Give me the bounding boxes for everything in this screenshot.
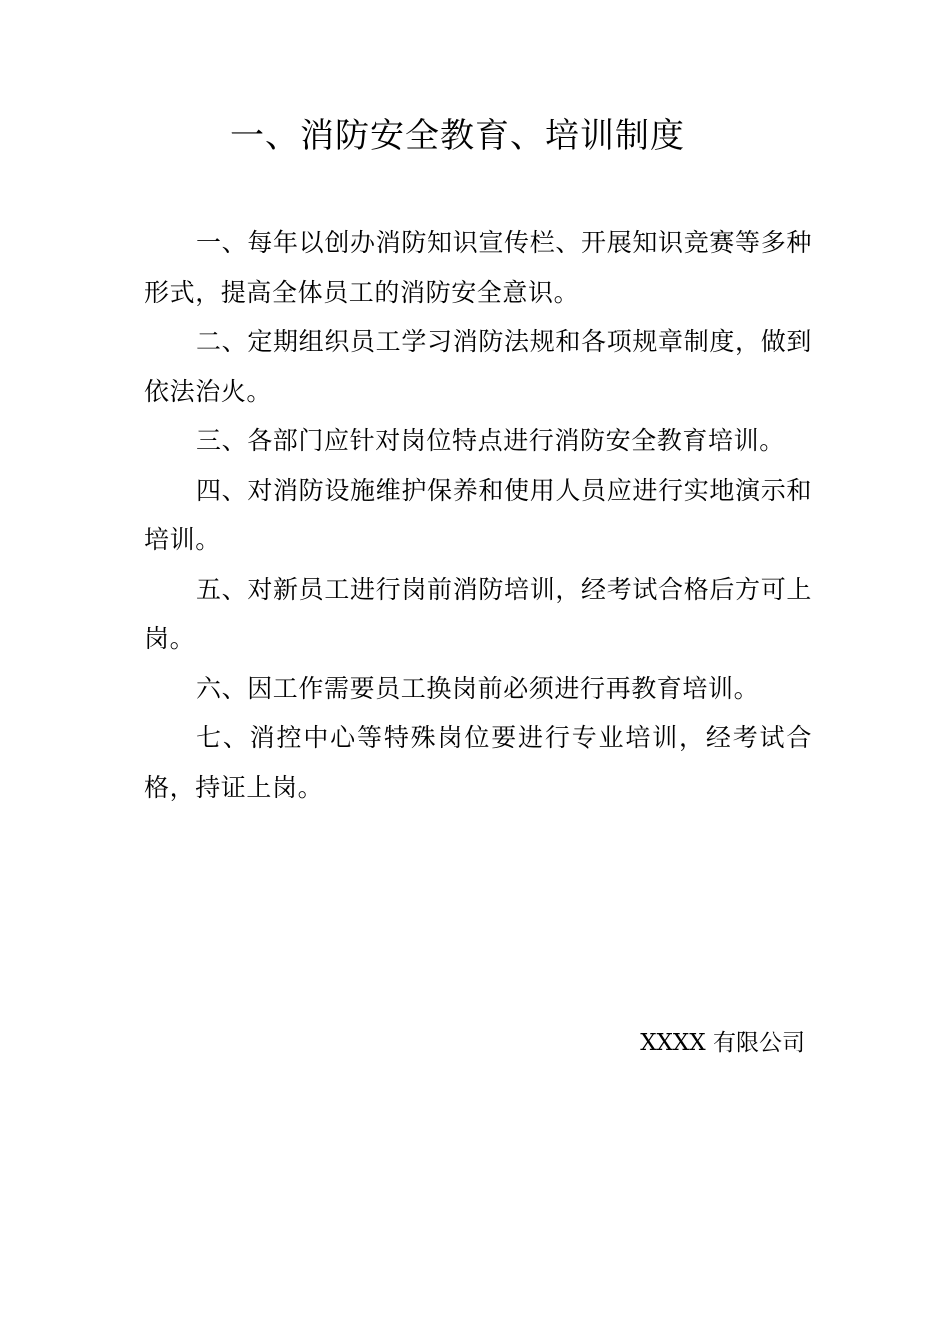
clause-5: 五、对新员工进行岗前消防培训，经考试合格后方可上岗。 xyxy=(144,574,812,653)
document-body xyxy=(144,218,812,812)
clause-4: 四、对消防设施维护保养和使用人员应进行实地演示和培训。 xyxy=(144,475,812,554)
document-title: 一、消防安全教育、培训制度 xyxy=(230,116,685,156)
clause-2: 二、定期组织员工学习消防法规和各项规章制度，做到依法治火。 xyxy=(144,327,812,406)
clause-3: 三、各部门应针对岗位特点进行消防安全教育培训。 xyxy=(196,426,785,455)
clause-6: 六、因工作需要员工换岗前必须进行再教育培训。 xyxy=(196,673,760,703)
clause-7: 七、消控中心等特殊岗位要进行专业培训，经考试合格，持证上岗。 xyxy=(144,723,812,802)
company-signature: XXXX 有限公司 xyxy=(640,1030,805,1056)
clause-1: 一、每年以创办消防知识宣传栏、开展知识竞赛等多种形式，提高全体员工的消防安全意识。 xyxy=(144,228,812,307)
